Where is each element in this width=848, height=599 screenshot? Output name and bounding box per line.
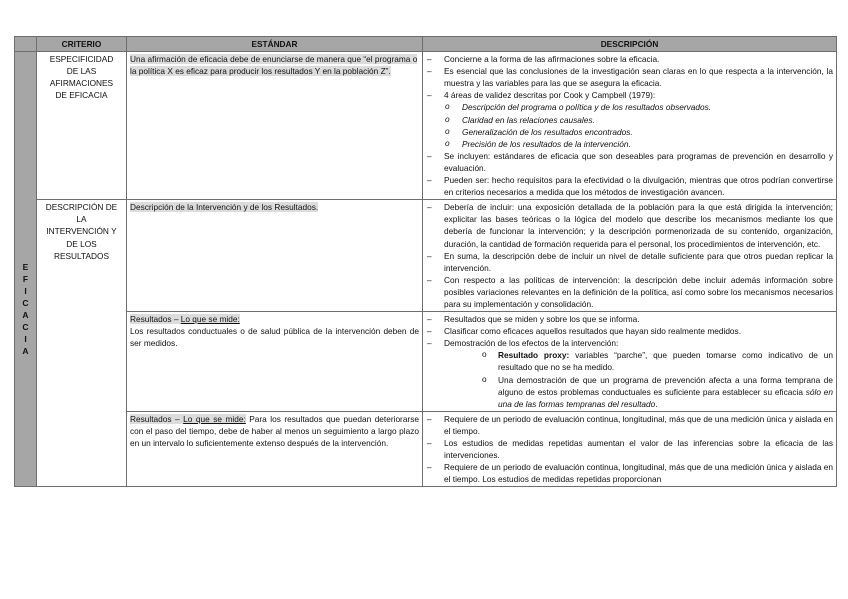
list-item: – Clasificar como eficaces aquellos resultados que hayan sido realmente medidos. bbox=[426, 325, 833, 337]
list-item: – Con respecto a las políticas de intervención: la descripción debe incluir además información sobre posibles variaciones relevantes en la definición de la política, así como sobre los mecanismos necesarios para su implementación y consolidación. bbox=[426, 274, 833, 310]
sub-list-item: o Generalización de los resultados encontrados. bbox=[444, 126, 833, 138]
table-row bbox=[15, 411, 837, 486]
estandar-especificidad: Una afirmación de eficacia debe de enunciarse de manera que “el programa o la política X es eficaz para producir los resultados Y en la población Z”. bbox=[127, 52, 423, 200]
header-estandar: ESTÁNDAR bbox=[127, 37, 423, 52]
criterio-descripcion: DESCRIPCIÓN DE LA INTERVENCIÓN Y DE LOS RESULTADOS bbox=[37, 200, 127, 487]
header-descripcion: DESCRIPCIÓN bbox=[423, 37, 837, 52]
sub-list-item: o Precisión de los resultados de la intervención. bbox=[444, 138, 833, 150]
criteria-table bbox=[14, 36, 837, 487]
header-row bbox=[15, 37, 837, 52]
estandar-resultados-1: Resultados – Lo que se mide: Los resultados conductuales o de salud pública de la intervención deben de ser medidos. bbox=[127, 312, 423, 412]
descripcion-descripcion bbox=[423, 200, 837, 312]
side-label-eficacia: E F I C A C I A bbox=[22, 262, 29, 357]
table-row bbox=[15, 52, 837, 200]
header-criterio: CRITERIO bbox=[37, 37, 127, 52]
list-item: – Debería de incluir: una exposición detallada de la población para la que está dirigida la intervención; explicitar las bases teóricas o la lógica del modelo que describe los mecanismos mediante los que debería de funcionar la intervención; y la descripción pormenorizada de su contenido, organización, duración, la cantidad de formación requerida para el personal, los procedimientos de intervención, etc. bbox=[426, 201, 833, 249]
list-item: – 4 áreas de validez descritas por Cook y Campbell (1979): o Descripción del programa o política y de los resultados observados. o Claridad en las relaciones causales. o Generalización de los resultados encontrados. o Precisión de los resultados de la intervención. bbox=[426, 89, 833, 149]
list-item: – Pueden ser: hecho requisitos para la efectividad o la divulgación, mientras que otros podrían convertirse en criterios necesarios a medida que los métodos de investigación avancen. bbox=[426, 174, 833, 198]
descripcion-resultados-1 bbox=[423, 312, 837, 412]
list-item: – Resultados que se miden y sobre los que se informa. bbox=[426, 313, 833, 325]
list-item: – Requiere de un periodo de evaluación continua, longitudinal, más que de una medición única y aislada en el tiempo. bbox=[426, 413, 833, 437]
list-item: – Demostración de los efectos de la intervención: o Resultado proxy: variables “parche”, que pueden tomarse como indicativo de un resultado que no se ha medido. o Una demostración de que un programa de prevención afecta a una forma temprana de alguno de estos problemas conductuales es suficiente para establecer su eficacia sólo en una de las formas tempranas del resultado. bbox=[426, 337, 833, 410]
list-item: – En suma, la descripción debe de incluir un nivel de detalle suficiente para que otros puedan replicar la intervención. bbox=[426, 250, 833, 274]
descripcion-especificidad bbox=[423, 52, 837, 200]
header-side bbox=[15, 37, 37, 52]
list-item: – Se incluyen: estándares de eficacia que son deseables para programas de prevención en desarrollo y evaluación. bbox=[426, 150, 833, 174]
sub-list-item: o Descripción del programa o política y de los resultados observados. bbox=[444, 101, 833, 113]
side-label-cell bbox=[15, 52, 37, 487]
table-row bbox=[15, 200, 837, 312]
list-item: – Es esencial que las conclusiones de la investigación sean claras en lo que respecta a la intervención, la muestra y las variables para las que se asegura la eficacia. bbox=[426, 65, 833, 89]
descripcion-resultados-2 bbox=[423, 411, 837, 486]
estandar-descripcion: Descripción de la Intervención y de los Resultados. bbox=[127, 200, 423, 312]
sub-list-item: o Resultado proxy: variables “parche”, que pueden tomarse como indicativo de un resultado que no se ha medido. bbox=[444, 349, 833, 373]
sub-list-item: o Una demostración de que un programa de prevención afecta a una forma temprana de alguno de estos problemas conductuales es suficiente para establecer su eficacia sólo en una de las formas tempranas del resultado. bbox=[444, 374, 833, 410]
criterio-especificidad: ESPECIFICIDAD DE LAS AFIRMACIONES DE EFICACIA bbox=[37, 52, 127, 200]
list-item: – Requiere de un periodo de evaluación continua, longitudinal, más que de una medición única y aislada en el tiempo. Los estudios de medidas repetidas proporcionan bbox=[426, 461, 833, 485]
sub-list-item: o Claridad en las relaciones causales. bbox=[444, 114, 833, 126]
list-item: – Concierne a la forma de las afirmaciones sobre la eficacia. bbox=[426, 53, 833, 65]
list-item: – Los estudios de medidas repetidas aumentan el valor de las inferencias sobre la eficacia de las intervenciones. bbox=[426, 437, 833, 461]
estandar-resultados-2: Resultados – Lo que se mide: Para los resultados que puedan deteriorarse con el paso del tiempo, debe de haber al menos un seguimiento a largo plazo en un intervalo lo suficientemente extenso después de la intervención. bbox=[127, 411, 423, 486]
table-row bbox=[15, 312, 837, 412]
